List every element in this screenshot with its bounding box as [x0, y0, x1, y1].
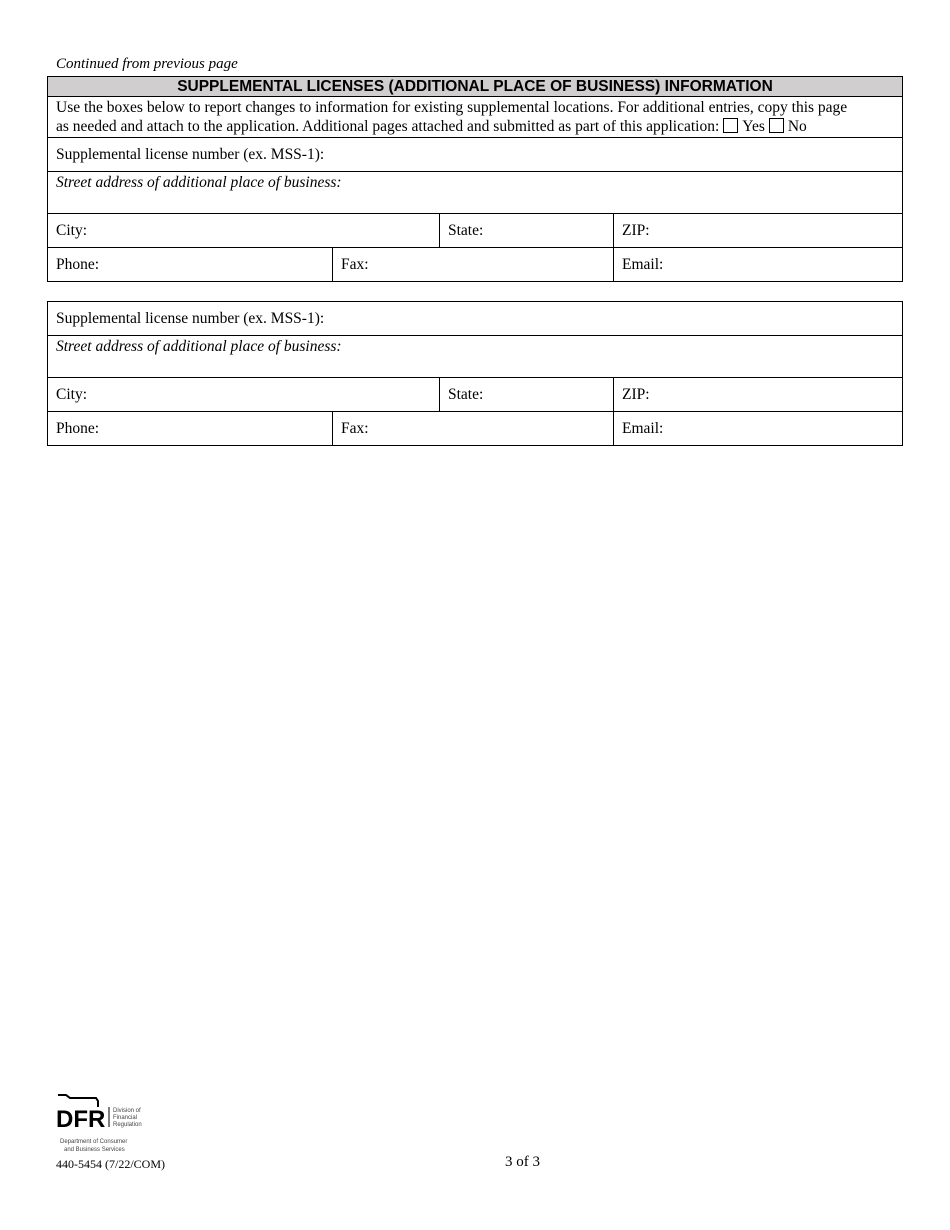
email-field[interactable]: Email:: [614, 248, 903, 282]
page-number: 3 of 3: [505, 1154, 540, 1170]
logo-text: DFR: [56, 1106, 106, 1133]
instructions-line-2-text: as needed and attach to the application. Additional pages attached and submitted as part of this application:: [56, 118, 720, 135]
instructions-line-1: Use the boxes below to report changes to information for existing supplemental locations. For additional entries, copy this page: [56, 99, 848, 116]
street-address-field[interactable]: Street address of additional place of business:: [48, 336, 903, 378]
form-number: 440-5454 (7/22/COM): [56, 1157, 165, 1171]
phone-field[interactable]: Phone:: [48, 248, 333, 282]
logo-division-line-3: Regulation: [113, 1122, 142, 1128]
dfr-logo: [56, 1093, 156, 1155]
state-field[interactable]: State:: [440, 378, 614, 412]
no-label: No: [787, 118, 807, 135]
section-instructions: [48, 97, 903, 138]
yes-label: Yes: [742, 118, 765, 135]
logo-dept-line-2: and Business Services: [64, 1147, 125, 1153]
zip-field[interactable]: ZIP:: [614, 378, 903, 412]
city-field[interactable]: City:: [48, 214, 440, 248]
email-field[interactable]: Email:: [614, 412, 903, 446]
license-number-field[interactable]: Supplemental license number (ex. MSS-1):: [48, 138, 903, 172]
street-address-field[interactable]: Street address of additional place of business:: [48, 172, 903, 214]
yes-checkbox[interactable]: [723, 118, 738, 133]
logo-division-line-2: Financial: [113, 1115, 138, 1121]
logo-dept-line-1: Department of Consumer: [60, 1139, 128, 1145]
logo-division-line-1: Division of: [113, 1108, 141, 1114]
instructions-line-2: [56, 117, 894, 136]
zip-field[interactable]: ZIP:: [614, 214, 903, 248]
supplemental-license-table-1: [47, 76, 903, 282]
city-field[interactable]: City:: [48, 378, 440, 412]
continued-note: Continued from previous page: [56, 56, 238, 72]
fax-field[interactable]: Fax:: [333, 248, 614, 282]
license-number-field[interactable]: Supplemental license number (ex. MSS-1):: [48, 302, 903, 336]
phone-field[interactable]: Phone:: [48, 412, 333, 446]
no-checkbox[interactable]: [769, 118, 784, 133]
section-title: SUPPLEMENTAL LICENSES (ADDITIONAL PLACE OF BUSINESS) INFORMATION: [48, 77, 903, 97]
state-field[interactable]: State:: [440, 214, 614, 248]
fax-field[interactable]: Fax:: [333, 412, 614, 446]
supplemental-license-table-2: [47, 301, 903, 446]
